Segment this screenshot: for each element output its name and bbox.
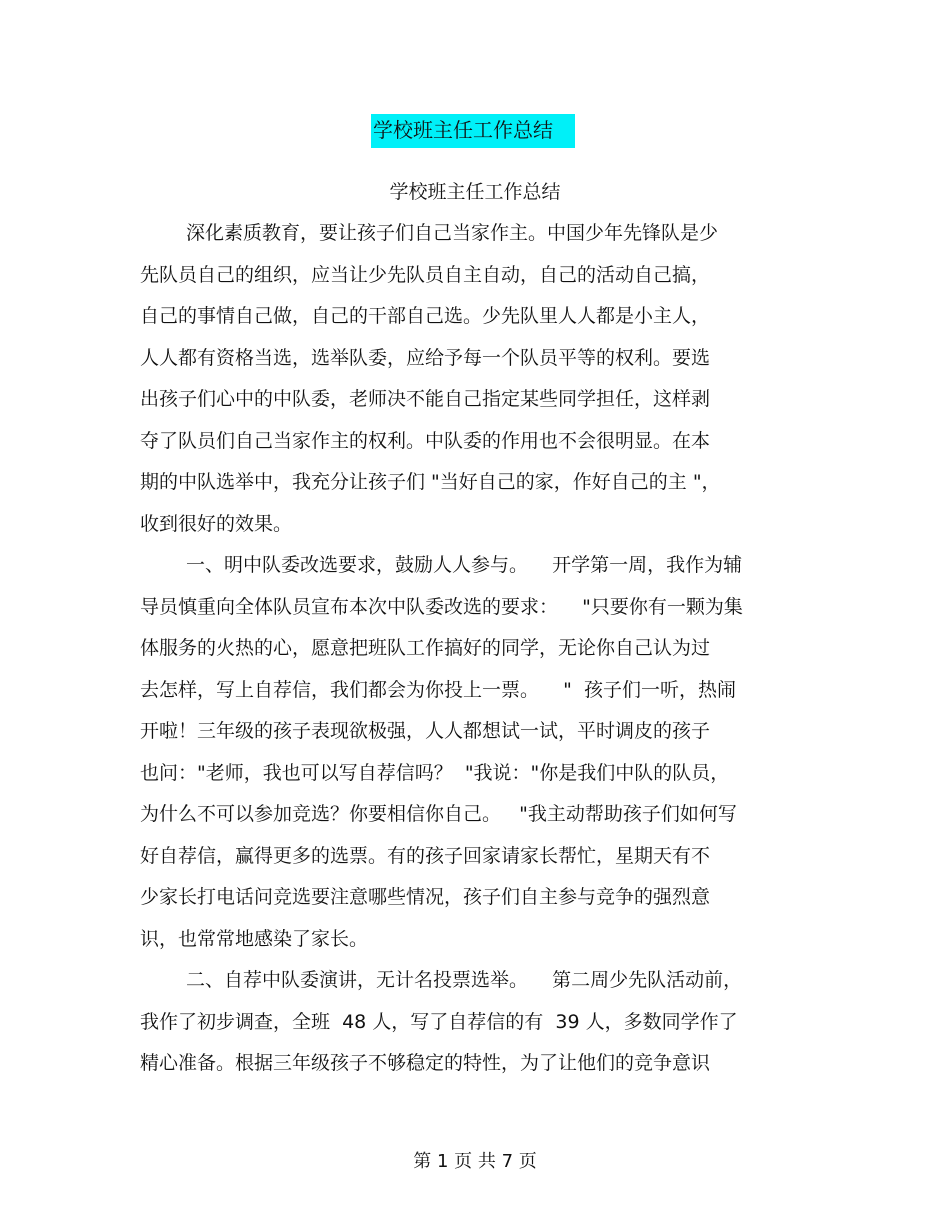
text-line: 夺了队员们自己当家作主的权利。中队委的作用也不会很明显。在本: [140, 429, 711, 452]
title-wrapper: [0, 114, 950, 148]
text-line: 好自荐信，赢得更多的选票。有的孩子回家请家长帮忙，星期天有不: [140, 844, 711, 867]
text-line: 自己的事情自己做，自己的干部自己选。少先队里人人都是小主人，: [140, 305, 711, 327]
text-line: 少家长打电话问竞选要注意哪些情况，孩子们自主参与竞争的强烈意: [140, 886, 711, 908]
text-line: 体服务的火热的心，愿意把班队工作搞好的同学，无论你自己认为过: [140, 637, 711, 659]
text-line: 也问："老师，我也可以写自荐信吗？ "我说："你是我们中队的队员，: [140, 761, 730, 784]
text-line: 人人都有资格当选，选举队委，应给予每一个队员平等的权利。要选: [140, 346, 711, 369]
document-subtitle: 学校班主任工作总结: [389, 181, 561, 203]
text-line: 识，也常常地感染了家长。: [140, 927, 369, 950]
section-heading-line: 一、明中队委改选要求，鼓励人人参与。 开学第一周，我作为辅: [186, 554, 743, 576]
text-line: 先队员自己的组织，应当让少先队员自主自动，自己的活动自己搞，: [140, 263, 711, 286]
text-line: 深化素质教育，要让孩子们自己当家作主。中国少年先锋队是少: [186, 222, 719, 244]
text-line: 为什么不可以参加竞选？你要相信你自己。 "我主动帮助孩子们如何写: [140, 803, 737, 825]
document-body: [140, 219, 800, 1091]
document-title: 学校班主任工作总结: [371, 114, 575, 148]
text-line: 去怎样，写上自荐信，我们都会为你投上一票。 " 孩子们一听，热闹: [140, 678, 736, 701]
text-line: 收到很好的效果。: [140, 512, 293, 535]
text-line: 期的中队选举中，我充分让孩子们 "当好自己的家，作好自己的主 "，: [140, 471, 721, 493]
text-line: 我作了初步调查，全班 48 人，写了自荐信的有 39 人，多数同学作了: [140, 1010, 738, 1033]
section-heading-line: 二、自荐中队委演讲，无计名投票选举。 第二周少先队活动前，: [186, 969, 743, 991]
text-line: 开啦！三年级的孩子表现欲极强，人人都想试一试，平时调皮的孩子: [140, 720, 711, 742]
text-line: 导员慎重向全体队员宣布本次中队委改选的要求： "只要你有一颗为集: [140, 595, 743, 618]
page-indicator: 第 1 页 共 7 页: [413, 1151, 537, 1172]
text-line: 出孩子们心中的中队委，老师决不能自己指定某些同学担任，这样剥: [140, 388, 711, 410]
text-line: 精心准备。根据三年级孩子不够稳定的特性，为了让他们的竞争意识: [140, 1052, 711, 1074]
